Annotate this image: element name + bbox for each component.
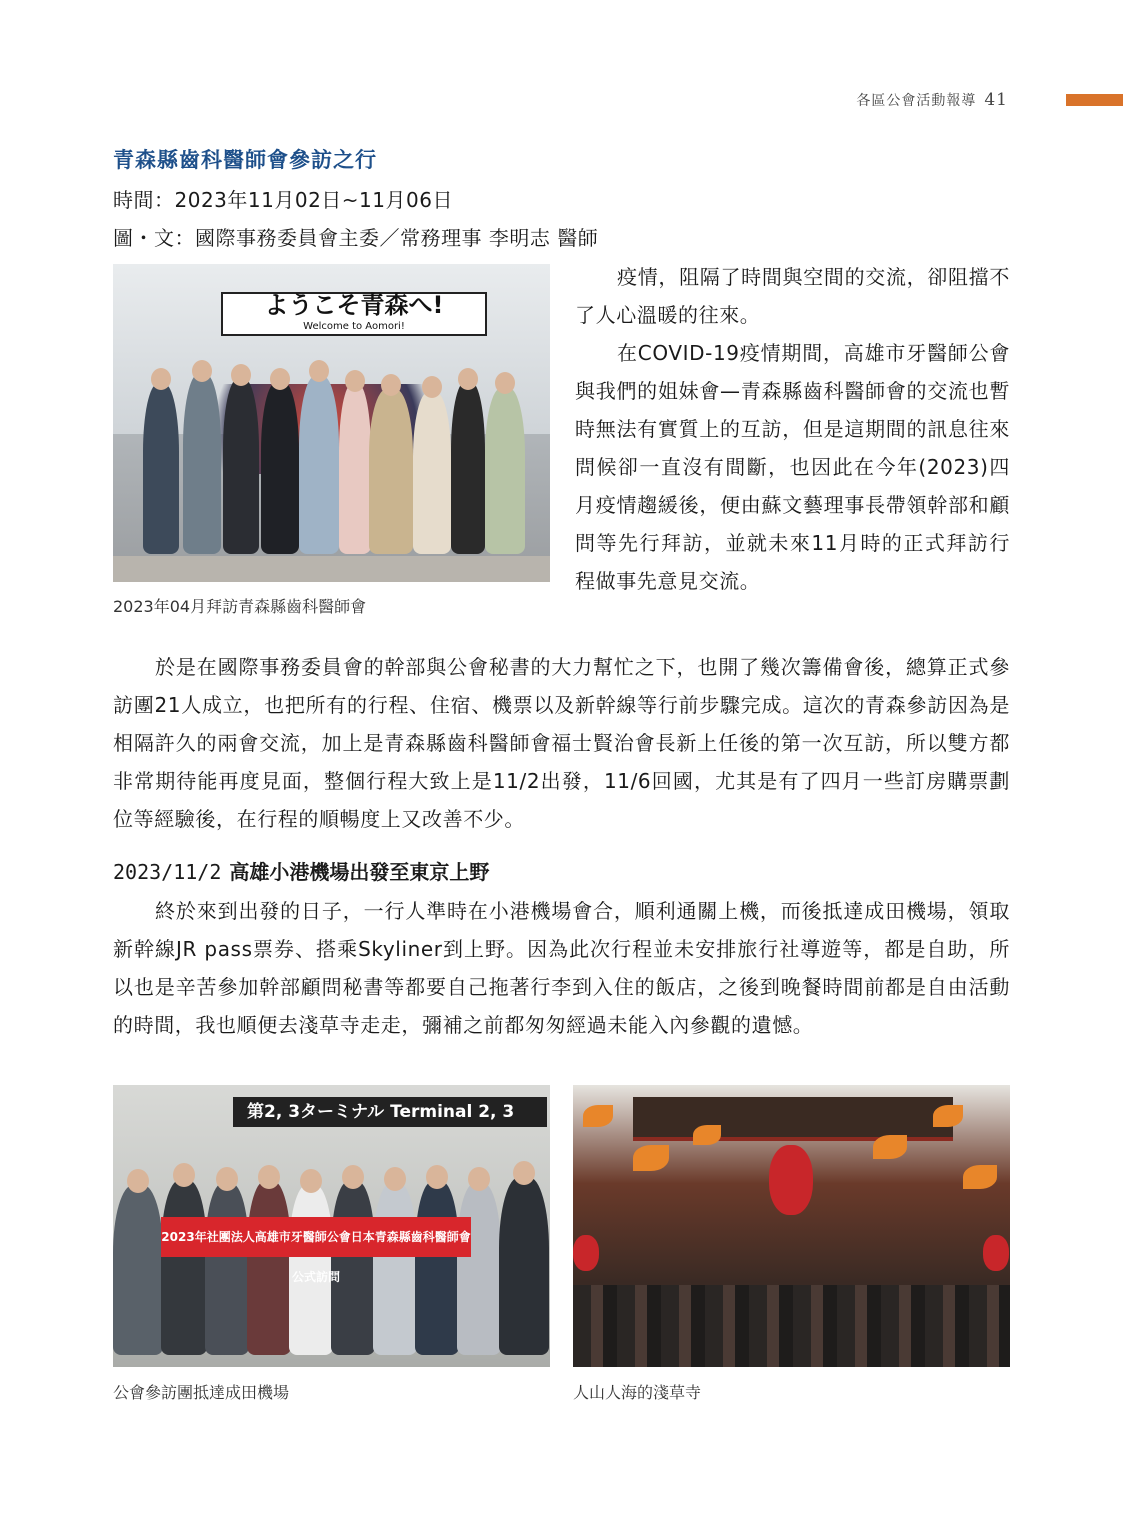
photo-narita-airport xyxy=(113,1085,550,1367)
person xyxy=(369,389,413,554)
section-heading xyxy=(113,856,489,885)
person xyxy=(223,379,259,554)
paragraph-departure: 終於來到出發的日子，一行人準時在小港機場會合，順利通關上機，而後抵達成田機場，領取新幹線JR pass票券、搭乘Skyliner到上野。因為此次行程並未安排旅行社導遊等，都是自助，所以也是辛苦參加幹部顧問秘書等都要自己拖著行李到入住的飯店，之後到晚餐時間前都是自由活動的時間，我也順便去淺草寺走走，彌補之前都匆匆經過未能入內參觀的遺憾。 xyxy=(113,899,1010,1037)
article-author: 圖・文：國際事務委員會主委／常務理事 李明志 醫師 xyxy=(113,226,599,250)
header-accent-bar xyxy=(1066,94,1123,106)
caption-aomori-visit: 2023年04月拜訪青森縣齒科醫師會 xyxy=(113,597,367,616)
welcome-sign: ようこそ青森へ! Welcome to Aomori! xyxy=(221,292,487,336)
person xyxy=(143,384,179,554)
person xyxy=(485,388,525,554)
person xyxy=(451,382,485,554)
section-title: 高雄小港機場出發至東京上野 xyxy=(229,860,490,884)
person xyxy=(183,374,221,554)
section-name: 各區公會活動報導 xyxy=(856,93,977,109)
delegation-banner: 2023年社團法人高雄市牙醫師公會日本青森縣齒科醫師會公式訪問 xyxy=(161,1217,471,1257)
person xyxy=(413,392,451,554)
person xyxy=(339,384,371,554)
person xyxy=(261,382,299,554)
paragraph-preparation: 於是在國際事務委員會的幹部與公會秘書的大力幫忙之下，也開了幾次籌備會後，總算正式參訪團21人成立，也把所有的行程、住宿、機票以及新幹線等行前步驟完成。這次的青森參訪因為是相隔許久的兩會交流，加上是青森縣齒科醫師會福士賢治會長新上任後的第一次互訪，所以雙方都非常期待能再度見面，整個行程大致上是11/2出發，11/6回國，尤其是有了四月一些訂房購票劃位等經驗後，在行程的順暢度上又改善不少。 xyxy=(113,655,1010,831)
article-title: 青森縣齒科醫師會參訪之行 xyxy=(113,148,377,172)
article-time: 時間：2023年11月02日~11月06日 xyxy=(113,188,453,212)
photo-aomori-visit xyxy=(113,264,550,582)
lantern xyxy=(769,1145,813,1215)
caption-asakusa: 人山人海的淺草寺 xyxy=(573,1383,702,1402)
terminal-sign: 第2, 3ターミナル Terminal 2, 3 xyxy=(233,1097,547,1127)
photo-asakusa xyxy=(573,1085,1010,1367)
section-date: 2023/11/2 xyxy=(113,860,222,884)
running-header xyxy=(856,90,1008,110)
caption-narita-airport: 公會參訪團抵達成田機場 xyxy=(113,1383,290,1402)
person xyxy=(299,376,339,554)
page-number: 41 xyxy=(984,90,1008,110)
paragraph-covid: 在COVID-19疫情期間，高雄市牙醫師公會與我們的姐妹會—青森縣齒科醫師會的交流也暫時無法有實質上的互訪，但是這期間的訊息往來問候卻一直沒有間斷，也因此在今年(2023)四月疫情趨緩後，便由蘇文藝理事長帶領幹部和顧問等先行拜訪，並就未來11月時的正式拜訪行程做事先意見交流。 xyxy=(575,341,1010,593)
paragraph-intro: 疫情，阻隔了時間與空間的交流，卻阻擋不了人心溫暖的往來。 xyxy=(575,265,1010,327)
